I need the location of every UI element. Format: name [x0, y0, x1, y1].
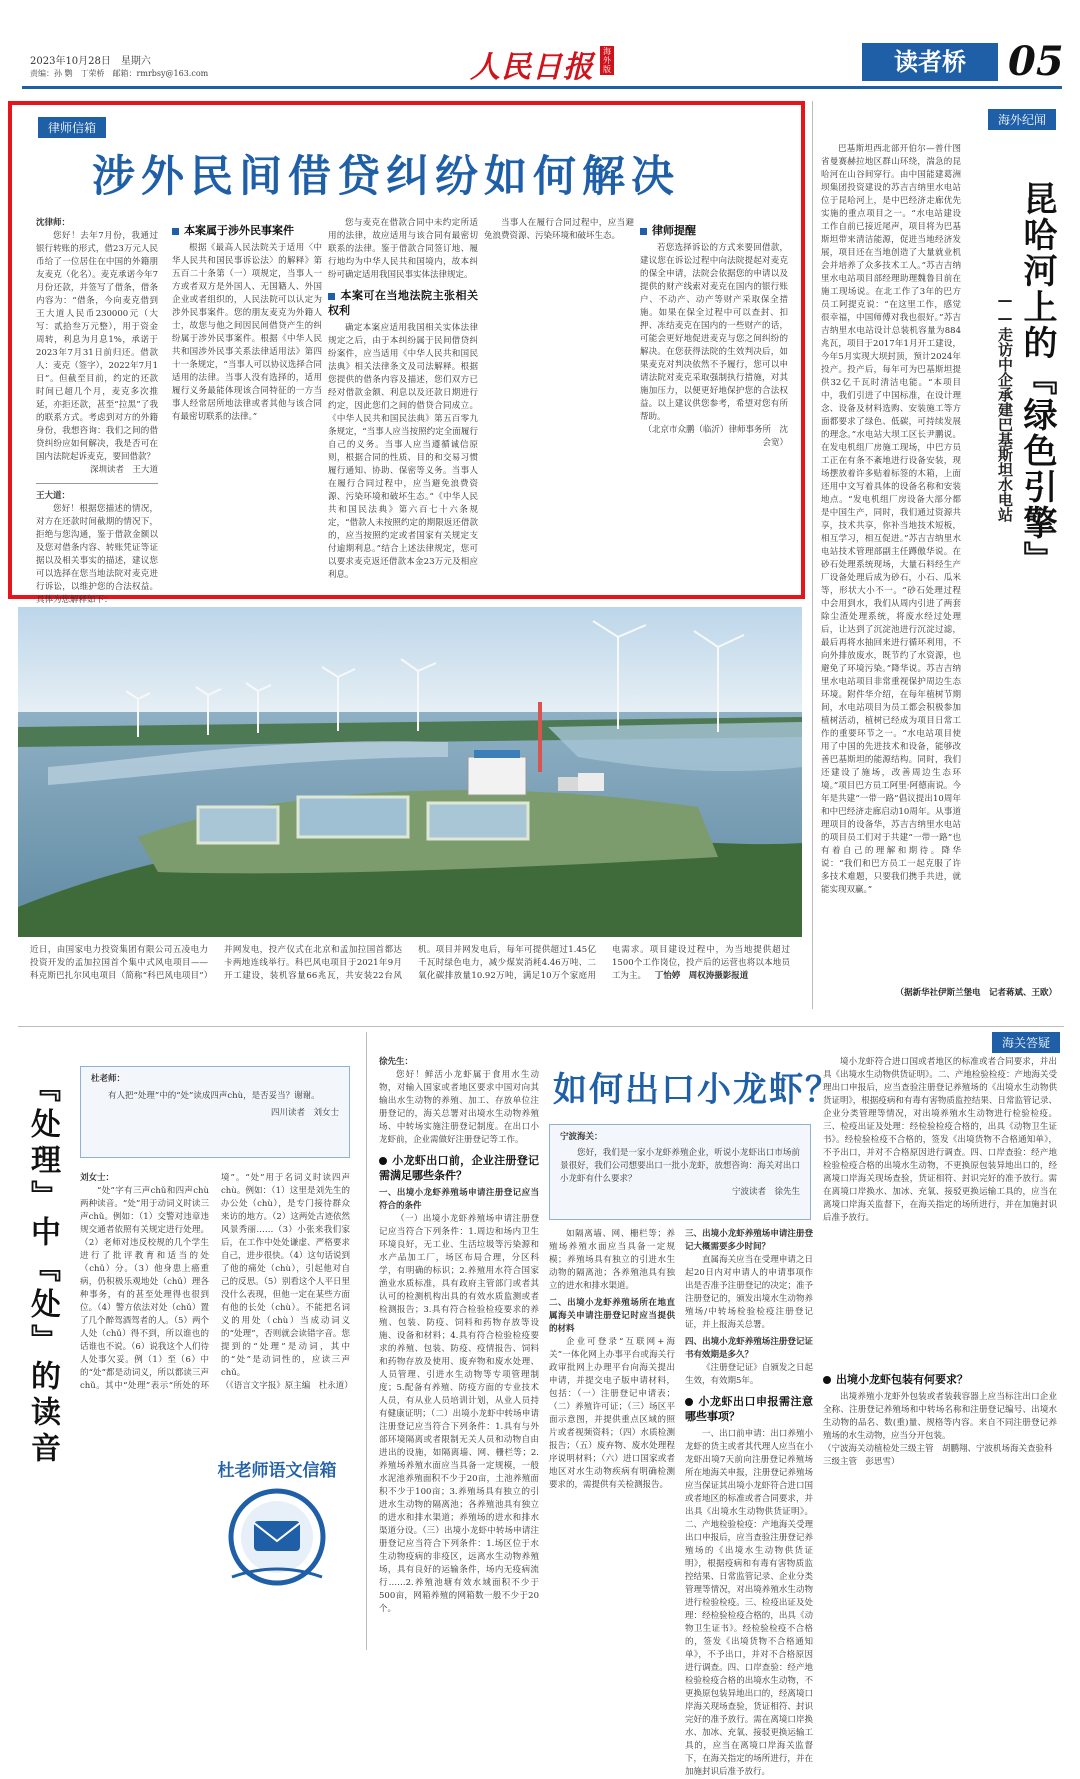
square-bullet-icon	[640, 228, 647, 235]
article-title: 『处理』中『处』的读音	[25, 1072, 60, 1468]
section-tag: 海关答疑	[992, 1032, 1060, 1053]
question-signature: 宁波读者 徐先生	[731, 1187, 800, 1197]
question-box	[549, 1124, 811, 1220]
wind-farm-image	[18, 607, 802, 937]
question-body: 您好，我们是一家小龙虾养殖企业，听说小龙虾出口市场前景很好，我们公司想要出口一批小龙虾，放想咨询：海关对出口小龙虾有什么要求？	[560, 1148, 800, 1184]
article-subtitle: ——走访中企承建巴基斯坦水电站	[996, 291, 1014, 522]
customs-column-2	[549, 1228, 675, 1646]
lawyer-signature: （北京市众鹏（临沂）律师事务所 沈会宽）	[643, 425, 788, 448]
language-mailbox-article	[18, 1032, 358, 1650]
subheading-local-court: 本案可在当地法院主张相关权利	[328, 289, 478, 317]
page-number: 05	[1008, 38, 1064, 85]
answer-salutation: 刘女士：	[80, 1173, 115, 1183]
subheading-conditions: 一、出境小龙虾养殖场申请注册登记应当符合的条件	[379, 1188, 539, 1211]
customs-column-1	[379, 1056, 539, 1646]
paragraph-3: 确定本案应适用我国相关实体法律规定之后，由于本纠纷属于民间借贷纠纷案件，应当适用《中华人民共和国民法典》相关法律条文及司法解释。根据您提供的借条内容及描述，您们双方已经对借款金额、利息以及还款日期进行约定，因此您们之间的借贷合同成立。《中华人民共和国民法典》第五百零九条规定，“当事人应当按照约定全面履行自己的义务。当事人应当遵循诚信原则，根据合同的性质、目的和交易习惯履行通知、协助、保密等义务。当事人在履行合同过程中，应当避免浪费资源、污染环境和破坏生态。”《中华人民共和国民法典》第六百七十六条规定，“借款人未按照约定的期限返还借款的，应当按照约定或者国家有关规定支付逾期利息。”结合上述法律规定，您可以要求麦克返还借款本金23万元及相应利息。	[328, 323, 478, 580]
subheading-materials: 二、出境小龙虾养殖场所在地直属海关申请注册登记时应当提供的材料	[549, 1298, 675, 1334]
dot-bullet-icon	[379, 1157, 387, 1165]
subheading-registration: 小龙虾出口前，企业注册登记需满足哪些条件？	[379, 1154, 539, 1182]
photo-caption: 近日，由国家电力投资集团有限公司五凌电力投资开发的孟加拉国首个集中式风电项目——科克斯巴扎尔风电项目（简称“科巴风电项目”）并网发电，投产仪式在北京和孟加拉国首都达卡两地连线举行。科巴风电项目于2021年9月开工建设，装机容量66兆瓦，共安装22台风机。项目并网发电后，每年可提供超过1.45亿千瓦时绿色电力，减少煤炭消耗4.46万吨、二氧化碳排放量10.92万吨，满足10万个家庭用电需求。项目建设过程中，为当地提供超过1500个工作岗位，投产后的运营也将以本地员工为主。 丁怡婷 周权涛摄影报道	[30, 945, 790, 981]
subheading-declaration: 小龙虾出口申报需注意哪些事项？	[685, 1395, 813, 1423]
question-box	[80, 1066, 350, 1158]
answer-intro: 您好！鲜活小龙虾属于食用水生动物，对输入国家或者地区要求中国对向其输出水生动物的养殖、加工、存放单位注册登记的，海关总署对出境水生动物养殖场、中转场实施注册登记制度。在出口小龙虾前，企业需做好注册登记等工作。	[379, 1070, 539, 1145]
section-tag: 海外纪闻	[988, 109, 1056, 130]
conditions-text-continued: 如隔离墙、网、栅栏等；养殖场养殖水面应当具备一定规模；养殖场具有独立的引进水生动物的隔离池；各养殖池具有独立的进水和排水渠道。	[549, 1229, 675, 1291]
letter-body: 您好！去年7月份，我通过银行转账的形式，借23万元人民币给了一位居住在中国的外籍朋友麦克（化名）。麦克承诺今年7月份还款，并签写了借条，借条内容为：“借条，今向麦克借到王大道人民币230000元（大写：贰拾叁万元整），用于资金周转，利息为月息1%，承诺于2023年7月31日前归还。借款人：麦克（签字），2022年7月1日”。但截至目前，约定的还款时间已超几个月，麦克多次推延，亦拒还款，甚至“拉黑”了我的联系方式。考虑到对方的外籍身份，我想咨询：我们之间的借贷纠纷应如何解决，我是否可在国内法院起诉麦克，要回借款？	[36, 231, 158, 462]
logo-badge: 海外版	[600, 46, 614, 75]
square-bullet-icon	[328, 293, 335, 300]
article-title: 如何出口小龙虾？	[553, 1070, 841, 1110]
question-salutation: 宁波海关：	[560, 1132, 603, 1142]
square-bullet-icon	[172, 228, 179, 235]
question-body: 有人把“处理”中的“处”读成四声chù，是否妥当？谢谢。	[108, 1091, 320, 1101]
lawyer-column-3	[328, 217, 478, 597]
wind-farm-photo	[18, 607, 802, 937]
subheading-duration: 三、出境小龙虾养殖场申请注册登记大概需要多少时间？	[685, 1229, 813, 1252]
declaration-text: 一、出口前申请：出口养殖小龙虾的货主或者其代理人应当在小龙虾出境7天前向注册登记养殖场所在地海关申报，注册登记养殖场应当保证其出境小龙虾符合进口国或者地区的标准或者合同要求，并出具《出境水生动物供货证明》。二、产地检验检疫：产地海关受理出口申报后，应当查验注册登记养殖场的《出境水生动物供货证明》，根据疫病和有毒有害物质监控结果、日常监管记录、企业分类管理等情况，对出境养殖水生动物进行检验检疫。三、检疫出证及处理：经检验检疫合格的，出具《动物卫生证书》。经检验检疫不合格的，签发《出境货物不合格通知单》，不予出口，并对不合格原因进行调查。四、口岸查验：经产地检验检疫合格的出境水生动物，不更换原包装异地出口的，经离境口岸海关现场查验，货证相符、封识完好的准予放行。需在离境口岸换水、加冰、充氧、接驳更换运输工具的，应当在离境口岸海关监督下，在海关指定的场所进行，并在加施封识后准予放行。	[685, 1429, 813, 1777]
letter-signature: 深圳读者 王大道	[89, 465, 158, 475]
question-salutation: 杜老师：	[91, 1074, 126, 1084]
overseas-body: 巴基斯坦西北部开伯尔—普什图省曼赛赫拉地区群山环绕，湍急的昆哈河在山谷间穿行。由中国能建葛洲坝集团投资建设的苏吉吉纳里水电站位于昆哈河上，是中巴经济走廊优先实施的重点项目之一。“水电站建设工作自前已接近尾声，项目将为巴基斯坦带来清洁能源，促进当地经济发展，项目还在当地创造了大量就业机会并培养了众多技术工人。”苏吉吉纳里水电站项目部经理助理魏鲁目前在施工现场说。在北工作了3年的巴方员工阿提克说：“在这里工作，感觉很幸福，中国师傅对我也很好。”苏吉吉纳里水电站设计总装机容量为884兆瓦，项目于2017年1月开工建设，今年5月实现大坝封顶，预计2024年投产。投产后，每年可为巴基斯坦提供32亿千瓦时清洁电能。“本项目中，我们引进了中国标准，在设计理念、设备及材料选购、安装施工等方面都要求了绿色、低碳，可持续发展的理念。”水电站大坝工区长尹鹏说。在发电机组厂房施工现场，中巴方员工正在有条不紊地进行设备安装，现场摆放着许多贴着标签的木箱，上面还用中文写着具体的设备名称和安装地点。“发电机组厂房设备大部分都是中国生产，同时，我们通过资源共享，技术共享，你补当地技术短板，相互学习，相互促进。”苏吉吉纳里水电站技术管理部副主任蹲傲华说。在砂石处理系统现场，大量石料经生产厂设备处理后成为砂石，小石、瓜米等，形状大小不一。“砂石处理过程中会用到水，我们从周内引进了两套除尘渣处理系统，将废水经过处理后，让达到了沉淀池进行沉淀过滤，最后再将水抽回来进行循环利用，不向外排放废水，既节约了水资源，也避免了环境污染。”降华说。苏吉吉纳里水电站项目非常重视保护周边生态环境。附件华介绍，在每年植树节期间，水电站项目为员工都会积极参加植树活动，植树已经成为项目日常工作的重要环节之一。“水电站项目使用了中国的先进技术和设备，能够改善巴基斯坦的能源结构。同时，我们还建设了施场，改善周边生态环境。”项目巴方员工阿里·阿德南说。今年是共建“一带一路”倡议提出10周年和中巴经济走廊启动10周年。从事道理项目的设备华，苏吉吉纳里水电站的项目员工们对于共建“一带一路”也有着自己的理解和期待。降华说：“我们和巴方员工一起克服了许多技术难题，只要我们携手共进，就能实现双赢。”	[821, 144, 961, 895]
section-title: 读者桥	[862, 43, 998, 81]
answer-body: “处”字有三声chǔ和四声chù两种读音。“处”用于动词义时读三声chǔ。例如：（1）交警对违章违规交通者依照有关规定进行处理。（2）老师对违反校规的几个学生进行了批评教育和适当的处（chǔ）分。（3）他身患上癌重病，仍积极乐观地处（chǔ）理各种事务，有的甚至处理得也很到位。（4）警方依法对处（chǔ）置了几个醉驾酒驾者的人。（5）两个人处（chǔ）得不到，所以谁也的话谁也不说。（6）说我这个人们待人处事欠妥。例（1）至（6）中的“处”都是动词义，所以都读三声chǔ。其中“处理”表示“所处的环境”。“处”用于名词义时读四声chù。例如：（1）这里是刘先生的办公处（chù），是专门接待群众来访的地方。（2）这两处古迹依然风景秀丽……（3）小张来我们家后，在工作中处处谦虚、严格要求自己，进步很快。（4）这句话说到了他的痛处（chù），引起他对自己的反思。（5）别看这个人平日里没什么表现，但他一定在某些方面有他的长处（chù）。不能把名词义的用处（chù）当成动词义的“处理”，否则就会读错字音。您提到的“处理”是动词，其中的“处”是动词性的，应读三声chǔ。	[80, 1173, 350, 1391]
section-tag: 律师信箱	[38, 117, 106, 138]
section-divider	[18, 1026, 1064, 1027]
subheading-packaging: 出境小龙虾包装有何要求？	[823, 1372, 1057, 1387]
overseas-news-article	[812, 101, 1064, 1009]
mailbox-logo-icon	[202, 1481, 352, 1591]
article-title: 昆哈河上的『绿色引擎』	[1017, 181, 1057, 577]
editors-line: 责编：孙 鹦 丁荣桥 邮箱：rmrbsy@163.com	[30, 69, 209, 78]
article-title: 涉外民间借贷纠纷如何解决	[92, 152, 680, 202]
materials-text: 企业可登录“互联网+海关”一体化网上办事平台或海关行政审批网上办理平台向海关提出申请，并提交电子版申请材料，包括：（一）注册登记申请表；（二）养殖许可证；（三）场区平面示意图，并提供重点区域的照片或者视频资料；（四）水质检测报告；（五）废弃物、废水处理程序说明材料；（六）进口国家或者地区对水生动物疾病有明确检测要求的，需提供有关检测报告。	[549, 1337, 675, 1490]
customs-qa-article	[366, 1032, 1064, 1777]
lawyer-column-2	[172, 217, 322, 597]
conditions-text: （一）出境小龙虾养殖场申请注册登记应当符合下列条件：1.周边和场内卫生环境良好，无工业、生活垃圾等污染源和水产品加工厂，场区布局合理，分区科学，有明确的标识；2.养殖用水符合国家渔业水质标准，具有政府主管部门或者其认可的检测机构出具的有效水质监测或者检测报告；3.具有符合检验检疫要求的养殖、包装、防疫、饲料和药物存放等设施、设备和材料；4.具有符合检验检疫要求的养殖、包装、防疫、疫情报告、饲料和药物存放及使用、废弃物和废水处理、人员管理、引进水生动物等专项管理制度；5.配备有养殖、防疫方面的专业技术人员，有从业人员培训计划，从业人员持有健康证明；（二）出境小龙虾中转场申请注册登记应当符合下列条件：1.具有与外部环境隔离或者限制无关人员和动物自由进出的设施，如隔离墙、网、栅栏等；2.养殖场养殖水面应当具备一定规模，一般水泥池养殖面积不少于20亩，土池养殖面积不少于100亩；3.养殖场具有独立的引进水生动物的隔离池；各养殖池具有独立的进水和排水渠道；养殖场的进水和排水渠道分设。（三）出境小龙虾中转场申请注册登记应当符合下列条件：1.场区位于水生动物疫病的非疫区，远离水生动物养殖场，具有良好的运输条件，场内无疫病流行……2.养殖池塘有效水域面积不少于500亩，网箱养殖的网箱数一般不少于20个。	[379, 1214, 539, 1614]
declaration-text-continued: 境小龙虾符合进口国或者地区的标准或者合同要求，并出具《出境水生动物供货证明》。二、产地检验检疫：产地海关受理出口申报后，应当查验注册登记养殖场的《出境水生动物供货证明》，根据疫病和有毒有害物质监控结果、日常监管记录、企业分类管理等情况，对出境养殖水生动物进行检验检疫。三、检疫出证及处理：经检验检疫合格的，出具《动物卫生证书》。经检验检疫不合格的，签发《出境货物不合格通知单》，不予出口，并对不合格原因进行调查。四、口岸查验：经产地检验检疫合格的出境水生动物，不更换原包装异地出口的，经离境口岸海关现场查验，货证相符、封识完好的准予放行。需在离境口岸换水、加冰、充氧、接驳更换运输工具的，应当在离境口岸海关监督下，在海关指定的场所进行，并在加施封识后准予放行。	[823, 1057, 1057, 1223]
issue-date: 2023年10月28日 星期六	[30, 56, 151, 67]
dot-bullet-icon	[823, 1376, 831, 1384]
subheading-foreign-case: 本案属于涉外民事案件	[172, 223, 322, 238]
paragraph-2: 您与麦克在借款合同中未约定所适用的法律，故应适用与该合同有最密切联系的法律。鉴于借款合同签订地、履行地均为中华人民共和国境内，故本纠纷可确定适用我国民事实体法律规定。	[328, 218, 478, 280]
column-divider	[36, 483, 158, 484]
photo-credit: 丁怡婷 周权涛摄影报道	[654, 971, 749, 981]
letter-column	[36, 217, 158, 605]
paragraph-4: 若您选择诉讼的方式来要回借款，建议您在诉讼过程中向法院提起对麦克的保全申请，法院会依据您的申请以及提供的财产线索对麦克在国内的银行账户、不动产、动产等财产采取保全措施。如果在保全过程中可以查封、扣押、冻结麦克在国内的一些财产的话，可能会更好地促进麦克与您之间纠纷的解决。在您获得法院的生效判决后，如果麦克对判决依然不予履行，您可以申请法院对麦克采取强制执行措施，对其施加压力，以便更好地保护您的合法权益。以上建议供您参考，希望对您有所帮助。	[640, 243, 788, 422]
customs-column-4	[823, 1056, 1057, 1646]
answer-salutation: 徐先生：	[379, 1057, 414, 1067]
newspaper-logo: 人民日报 海外版	[470, 42, 610, 82]
duration-text: 直属海关应当在受理申请之日起20日内对申请人的申请事项作出是否准予注册登记的决定；准予注册登记的，颁发出境水生动物养殖场/中转场检验检疫注册登记证，并上报海关总署。	[685, 1255, 813, 1330]
overseas-source: （据新华社伊斯兰堡电 记者蒋斌、王欧）	[895, 988, 1057, 998]
lawyer-column-5	[640, 217, 788, 597]
dot-bullet-icon	[685, 1398, 693, 1406]
reply-intro: 您好！根据您描述的情况，对方在还款时间截期的情况下，拒绝与您沟通，鉴于借款金额以及您对借条内容、转账凭证等证据以及相关事实的描述，建议您可以选择在您当地法院对麦克进行诉讼，以维护您的合法权益。具体为您解释如下：	[36, 504, 158, 605]
subheading-validity: 四、出境小龙虾养殖场注册登记证书有效期是多久？	[685, 1337, 813, 1360]
lawyer-column-4	[484, 217, 634, 597]
validity-text: 《注册登记证》自颁发之日起生效，有效期5年。	[685, 1363, 813, 1386]
reply-salutation: 王大道：	[36, 491, 71, 501]
subheading-reminder: 律师提醒	[640, 223, 788, 238]
customs-column-3	[685, 1228, 813, 1777]
mailbox-stamp: 杜老师语文信箱	[202, 1450, 352, 1600]
masthead	[0, 0, 1080, 98]
question-signature: 四川读者 刘女士	[270, 1108, 339, 1118]
masthead-rule	[22, 86, 1062, 89]
paragraph-3-continued: 当事人在履行合同过程中，应当避免浪费资源、污染环境和破坏生态。	[484, 218, 634, 241]
paragraph-1: 根据《最高人民法院关于适用〈中华人民共和国民事诉讼法〉的解释》第五百二十条第（一）项规定，当事人一方或者双方是外国人、无国籍人、外国企业或者组织的，人民法院可以认定为涉外民事案件。您的朋友麦克为外籍人士，故您与他之间因民间借贷产生的纠纷属于涉外民事案件。根据《中华人民共和国涉外民事关系法律适用法》第四十一条规定，“当事人可以协议选择合同适用的法律。当事人没有选择的，适用履行义务最能体现该合同特征的一方当事人经常居所地法律或者其他与该合同有最密切联系的法律。”	[172, 243, 322, 422]
answer-source: （《语言文字报》原主编 杜永道）	[221, 1381, 353, 1391]
letter-salutation: 沈律师：	[36, 218, 71, 228]
lawyer-mailbox-article	[8, 101, 805, 605]
customs-signature: （宁波海关动植检处三级主管 胡鹏翔、宁波机场海关查验科三级主管 彭思雪）	[823, 1444, 1053, 1467]
packaging-text: 出境养殖小龙虾外包装或者装载容器上应当标注出口企业全称、注册登记养殖场和中转场名称和注册登记编号、出境水生动物的品名、数(重)量、规格等内容。来自不同注册登记养殖场的水生动物，应当分开包装。	[823, 1392, 1057, 1441]
